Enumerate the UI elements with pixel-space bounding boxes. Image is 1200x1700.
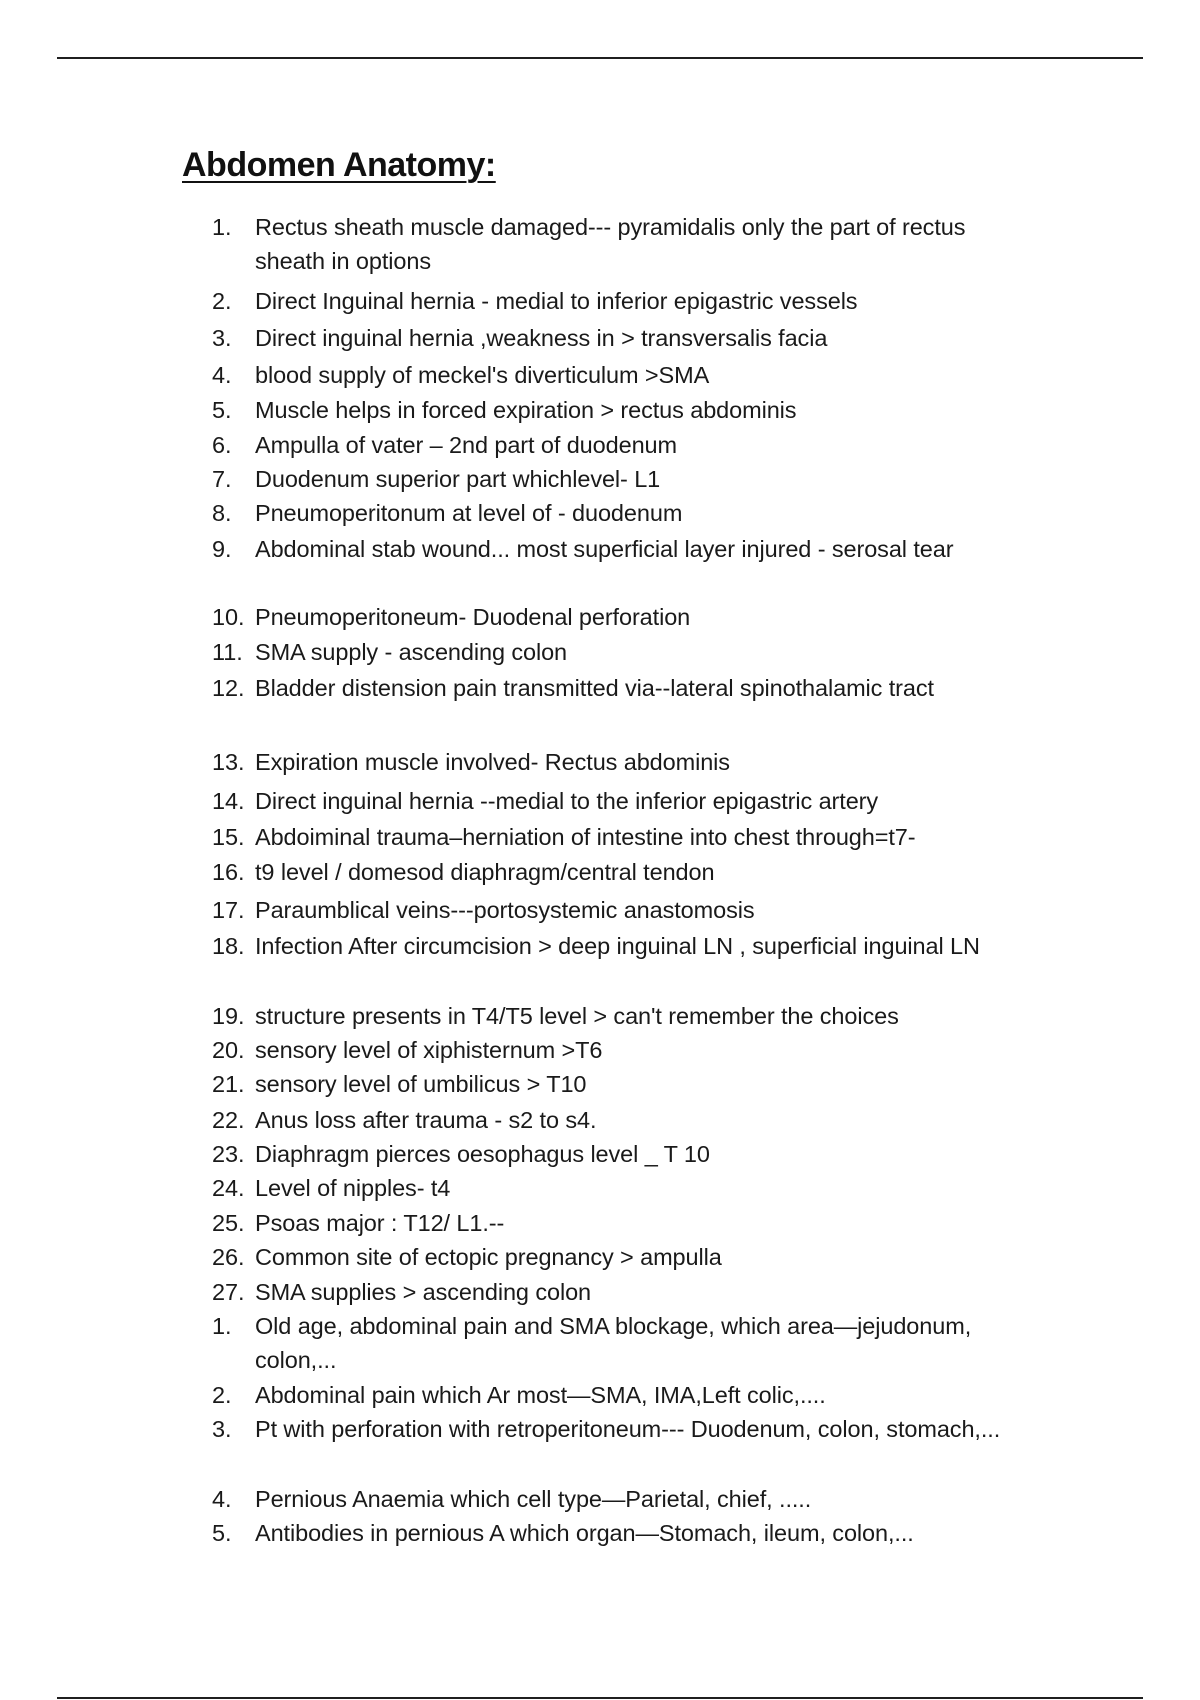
list-item: [212, 855, 1012, 889]
item-text: Direct Inguinal hernia - medial to inferior epigastric vessels: [255, 288, 858, 314]
list-item: [212, 393, 1012, 427]
item-text: structure presents in T4/T5 level > can't remember the choices: [255, 1003, 899, 1029]
item-number: 20.: [212, 1037, 245, 1063]
item-number: 1.: [212, 214, 232, 240]
item-text: SMA supply - ascending colon: [255, 639, 568, 665]
item-number: 17.: [212, 897, 245, 923]
item-number: 9.: [212, 536, 232, 562]
list-item: [212, 600, 1012, 634]
list-item: [212, 1171, 1012, 1205]
item-number: 7.: [212, 466, 232, 492]
list-item: [212, 210, 1012, 278]
item-number: 3.: [212, 1416, 232, 1442]
item-number: 10.: [212, 604, 245, 630]
item-number: 2.: [212, 288, 232, 314]
item-number: 16.: [212, 859, 245, 885]
list-item: [212, 532, 1012, 566]
list-item: [212, 462, 1012, 496]
page-title: Abdomen Anatomy:: [182, 146, 496, 184]
list-item: [212, 358, 1012, 392]
list-item: [212, 1516, 1012, 1550]
bottom-rule: [57, 1697, 1143, 1699]
item-number: 14.: [212, 788, 245, 814]
list-item: [212, 671, 1012, 705]
item-text: Anus loss after trauma - s2 to s4.: [255, 1107, 597, 1133]
item-text: Ampulla of vater – 2nd part of duodenum: [255, 432, 677, 458]
item-text: Direct inguinal hernia ,weakness in > transversalis facia: [255, 325, 828, 351]
item-number: 11.: [212, 639, 243, 665]
item-number: 19.: [212, 1003, 245, 1029]
item-number: 4.: [212, 362, 232, 388]
item-number: 5.: [212, 1520, 232, 1546]
item-text: Antibodies in pernious A which organ—Stomach, ileum, colon,...: [255, 1520, 914, 1546]
item-text: Infection After circumcision > deep inguinal LN , superficial inguinal LN: [255, 933, 980, 959]
item-text: Psoas major : T12/ L1.--: [255, 1210, 505, 1236]
list-item: [212, 929, 1012, 963]
item-text: SMA supplies > ascending colon: [255, 1279, 592, 1305]
item-text: Duodenum superior part whichlevel- L1: [255, 466, 661, 492]
item-text: Paraumblical veins---portosystemic anastomosis: [255, 897, 755, 923]
item-number: 8.: [212, 500, 232, 526]
item-text: Pernious Anaemia which cell type—Parietal, chief, .....: [255, 1486, 812, 1512]
item-text: Pneumoperitonum at level of - duodenum: [255, 500, 683, 526]
list-item: [212, 784, 1012, 818]
item-text: Pt with perforation with retroperitoneum--- Duodenum, colon, stomach,...: [255, 1416, 1001, 1442]
list-item: [212, 1275, 1012, 1309]
list-item: [212, 1033, 1012, 1067]
list-item: [212, 496, 1012, 530]
item-text: Level of nipples- t4: [255, 1175, 451, 1201]
item-number: 13.: [212, 749, 245, 775]
list-item: [212, 1137, 1012, 1171]
item-text: Pneumoperitoneum- Duodenal perforation: [255, 604, 691, 630]
item-text: blood supply of meckel's diverticulum >SMA: [255, 362, 710, 388]
list-item: [212, 1206, 1012, 1240]
list-item: [212, 820, 1012, 854]
item-number: 1.: [212, 1313, 232, 1339]
list-item: [212, 1103, 1012, 1137]
item-number: 6.: [212, 432, 232, 458]
item-number: 26.: [212, 1244, 245, 1270]
item-text: Expiration muscle involved- Rectus abdominis: [255, 749, 730, 775]
item-text: Abdoiminal trauma–herniation of intestine into chest through=t7-: [255, 824, 916, 850]
item-text: Old age, abdominal pain and SMA blockage, which area—jejudonum, colon,...: [255, 1313, 972, 1373]
list-item: [212, 1240, 1012, 1274]
item-number: 25.: [212, 1210, 245, 1236]
list-item: [212, 1378, 1012, 1412]
item-text: Rectus sheath muscle damaged--- pyramidalis only the part of rectus sheath in options: [255, 214, 966, 274]
list-item: [212, 284, 1012, 318]
item-number: 18.: [212, 933, 245, 959]
item-number: 3.: [212, 325, 232, 351]
list-item: [212, 1412, 1012, 1446]
top-rule: [57, 57, 1143, 59]
list-item: [212, 745, 1012, 779]
item-text: t9 level / domesod diaphragm/central tendon: [255, 859, 715, 885]
list-item: [212, 1482, 1012, 1516]
item-text: Muscle helps in forced expiration > rectus abdominis: [255, 397, 797, 423]
item-text: sensory level of xiphisternum >T6: [255, 1037, 603, 1063]
list-item: [212, 321, 1012, 355]
item-number: 22.: [212, 1107, 245, 1133]
list-item: [212, 635, 1012, 669]
item-text: sensory level of umbilicus > T10: [255, 1071, 587, 1097]
item-text: Abdominal stab wound... most superficial layer injured - serosal tear: [255, 536, 954, 562]
item-text: Direct inguinal hernia --medial to the inferior epigastric artery: [255, 788, 879, 814]
list-item: [212, 893, 1012, 927]
item-number: 12.: [212, 675, 245, 701]
item-number: 2.: [212, 1382, 232, 1408]
item-text: Bladder distension pain transmitted via--lateral spinothalamic tract: [255, 675, 934, 701]
item-text: Diaphragm pierces oesophagus level _ T 10: [255, 1141, 710, 1167]
item-number: 24.: [212, 1175, 245, 1201]
item-number: 15.: [212, 824, 245, 850]
item-number: 5.: [212, 397, 232, 423]
list-item: [212, 1309, 1012, 1377]
list-item: [212, 428, 1012, 462]
list-item: [212, 1067, 1012, 1101]
item-number: 23.: [212, 1141, 245, 1167]
item-text: Abdominal pain which Ar most—SMA, IMA,Left colic,....: [255, 1382, 826, 1408]
item-number: 27.: [212, 1279, 245, 1305]
list-item: [212, 999, 1012, 1033]
item-number: 4.: [212, 1486, 232, 1512]
item-number: 21.: [212, 1071, 245, 1097]
item-text: Common site of ectopic pregnancy > ampulla: [255, 1244, 722, 1270]
